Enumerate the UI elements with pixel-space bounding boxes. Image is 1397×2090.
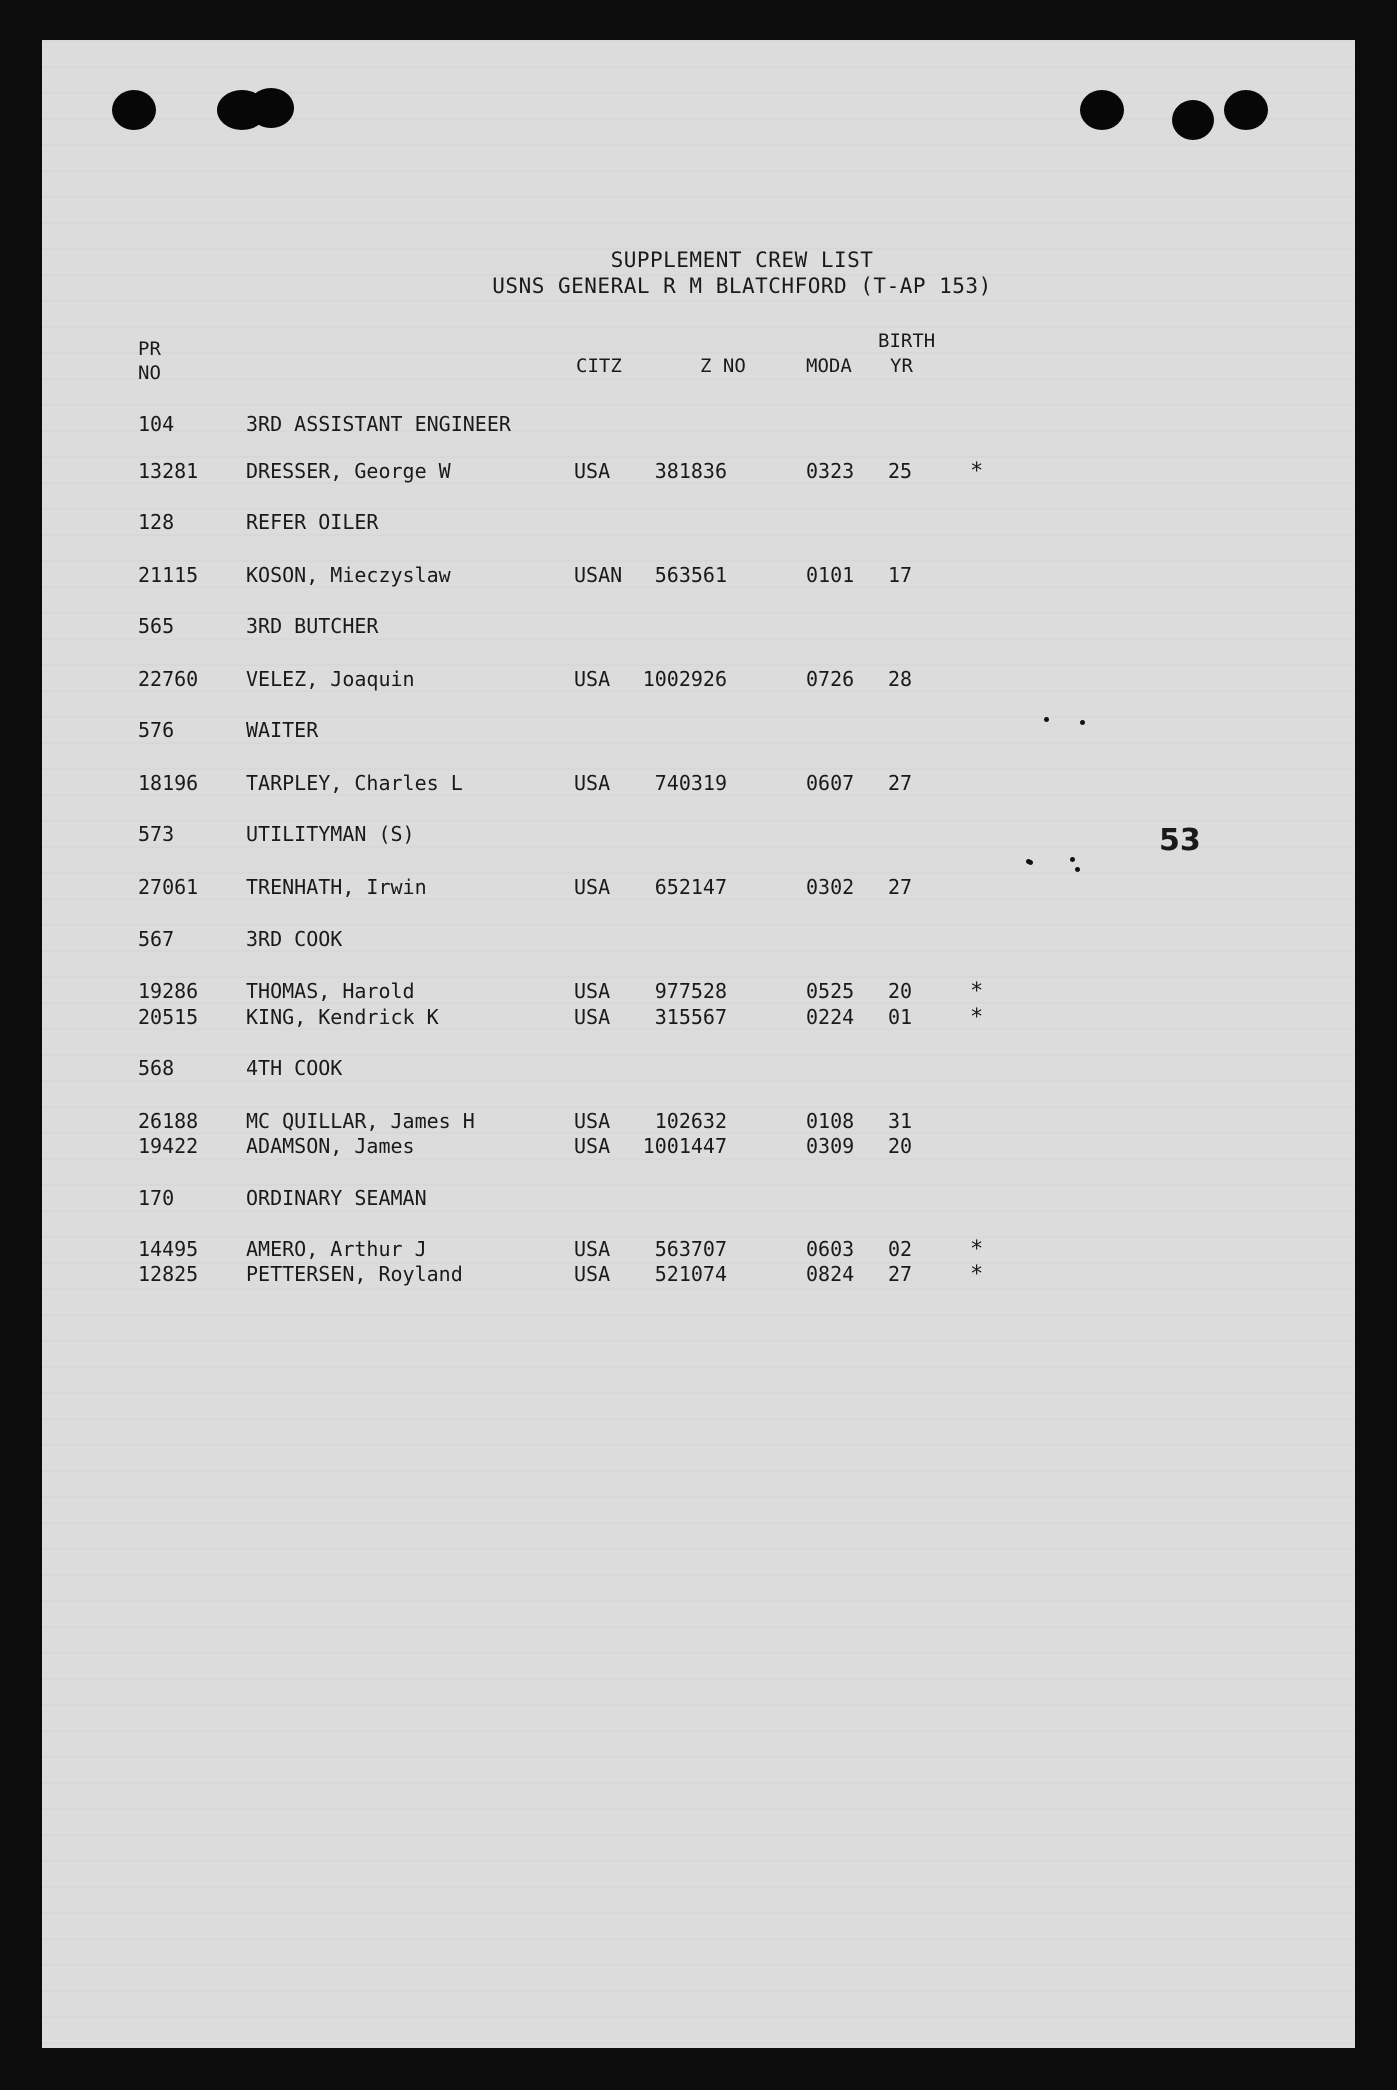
z-number: 740319	[654, 771, 727, 795]
citizenship: USA	[574, 979, 611, 1003]
crew-name: TRENHATH, Irwin	[246, 875, 427, 899]
header-zno: Z NO	[700, 355, 746, 377]
birth-yr: 20	[888, 1134, 913, 1158]
asterisk-mark: *	[970, 1237, 984, 1262]
z-number: 315567	[654, 1005, 727, 1029]
birth-yr: 31	[888, 1109, 913, 1133]
ink-speck	[1070, 857, 1075, 862]
birth-moda: 0726	[806, 667, 855, 691]
crew-name: ADAMSON, James	[246, 1134, 415, 1158]
pr-number: 22760	[138, 667, 199, 691]
citizenship: USA	[574, 1109, 611, 1133]
punch-hole	[112, 90, 156, 130]
crew-name: KOSON, Mieczyslaw	[246, 563, 451, 587]
document-page	[42, 40, 1355, 2048]
punch-hole	[248, 88, 294, 128]
z-number: 652147	[654, 875, 727, 899]
pr-number: 14495	[138, 1237, 199, 1261]
birth-yr: 02	[888, 1237, 913, 1261]
pr-number: 13281	[138, 459, 199, 483]
document-subtitle: USNS GENERAL R M BLATCHFORD (T-AP 153)	[492, 274, 992, 298]
table-row	[42, 979, 1355, 1005]
birth-moda: 0108	[806, 1109, 855, 1133]
birth-moda: 0309	[806, 1134, 855, 1158]
z-number: 1002926	[642, 667, 727, 691]
birth-yr: 27	[888, 875, 913, 899]
table-row	[42, 875, 1355, 901]
pr-number: 19422	[138, 1134, 199, 1158]
citizenship: USA	[574, 1134, 611, 1158]
crew-name: AMERO, Arthur J	[246, 1237, 427, 1261]
citizenship: USAN	[574, 563, 623, 587]
table-row	[42, 1262, 1355, 1288]
crew-name: MC QUILLAR, James H	[246, 1109, 475, 1133]
z-number: 381836	[654, 459, 727, 483]
pr-number: 576	[138, 718, 175, 742]
crew-name: REFER OILER	[246, 510, 379, 534]
z-number: 521074	[654, 1262, 727, 1286]
punch-hole	[1224, 90, 1268, 130]
asterisk-mark: *	[970, 1005, 984, 1030]
pr-number: 26188	[138, 1109, 199, 1133]
ink-speck	[1028, 860, 1033, 865]
crew-name: KING, Kendrick K	[246, 1005, 439, 1029]
citizenship: USA	[574, 667, 611, 691]
citizenship: USA	[574, 1237, 611, 1261]
pr-number: 21115	[138, 563, 199, 587]
table-row	[42, 412, 1355, 438]
table-row	[42, 927, 1355, 953]
pr-number: 104	[138, 412, 175, 436]
table-row	[42, 614, 1355, 640]
crew-name: DRESSER, George W	[246, 459, 451, 483]
crew-name: WAITER	[246, 718, 319, 742]
crew-name: VELEZ, Joaquin	[246, 667, 415, 691]
citizenship: USA	[574, 771, 611, 795]
table-row	[42, 563, 1355, 589]
pr-number: 170	[138, 1186, 175, 1210]
ink-speck	[1075, 867, 1080, 872]
birth-yr: 25	[888, 459, 913, 483]
header-yr: YR	[890, 355, 913, 377]
table-row	[42, 1237, 1355, 1263]
header-moda: MODA	[806, 355, 852, 377]
citizenship: USA	[574, 459, 611, 483]
table-row	[42, 510, 1355, 536]
crew-name: UTILITYMAN (S)	[246, 822, 415, 846]
z-number: 563561	[654, 563, 727, 587]
pr-number: 18196	[138, 771, 199, 795]
pr-number: 567	[138, 927, 175, 951]
table-row	[42, 1186, 1355, 1212]
asterisk-mark: *	[970, 979, 984, 1004]
birth-moda: 0525	[806, 979, 855, 1003]
document-title: SUPPLEMENT CREW LIST	[610, 248, 874, 272]
asterisk-mark: *	[970, 1262, 984, 1287]
header-citz: CITZ	[576, 355, 622, 377]
birth-yr: 27	[888, 1262, 913, 1286]
z-number: 1001447	[642, 1134, 727, 1158]
crew-name: 3RD ASSISTANT ENGINEER	[246, 412, 511, 436]
z-number: 563707	[654, 1237, 727, 1261]
crew-name: 3RD BUTCHER	[246, 614, 379, 638]
birth-moda: 0101	[806, 563, 855, 587]
citizenship: USA	[574, 1005, 611, 1029]
table-row	[42, 718, 1355, 744]
z-number: 977528	[654, 979, 727, 1003]
birth-yr: 28	[888, 667, 913, 691]
punch-hole	[1172, 100, 1214, 140]
birth-moda: 0323	[806, 459, 855, 483]
birth-moda: 0224	[806, 1005, 855, 1029]
crew-name: 4TH COOK	[246, 1056, 343, 1080]
pr-number: 20515	[138, 1005, 199, 1029]
pr-number: 573	[138, 822, 175, 846]
crew-name: ORDINARY SEAMAN	[246, 1186, 427, 1210]
asterisk-mark: *	[970, 459, 984, 484]
punch-hole	[1080, 90, 1124, 130]
pr-number: 27061	[138, 875, 199, 899]
z-number: 102632	[654, 1109, 727, 1133]
table-row	[42, 771, 1355, 797]
birth-moda: 0607	[806, 771, 855, 795]
header-pr: PR	[138, 338, 161, 360]
table-row	[42, 1134, 1355, 1160]
pr-number: 12825	[138, 1262, 199, 1286]
citizenship: USA	[574, 1262, 611, 1286]
pr-number: 128	[138, 510, 175, 534]
birth-yr: 01	[888, 1005, 913, 1029]
header-no: NO	[138, 362, 161, 384]
birth-yr: 17	[888, 563, 913, 587]
table-row	[42, 1056, 1355, 1082]
page-number: 53	[1159, 823, 1201, 858]
birth-yr: 27	[888, 771, 913, 795]
pr-number: 565	[138, 614, 175, 638]
table-row	[42, 1109, 1355, 1135]
pr-number: 568	[138, 1056, 175, 1080]
crew-name: PETTERSEN, Royland	[246, 1262, 463, 1286]
header-birth: BIRTH	[878, 330, 936, 352]
table-row	[42, 459, 1355, 485]
table-row	[42, 667, 1355, 693]
birth-moda: 0824	[806, 1262, 855, 1286]
pr-number: 19286	[138, 979, 199, 1003]
birth-moda: 0603	[806, 1237, 855, 1261]
birth-yr: 20	[888, 979, 913, 1003]
citizenship: USA	[574, 875, 611, 899]
crew-name: THOMAS, Harold	[246, 979, 415, 1003]
birth-moda: 0302	[806, 875, 855, 899]
table-row	[42, 1005, 1355, 1031]
crew-name: 3RD COOK	[246, 927, 343, 951]
crew-name: TARPLEY, Charles L	[246, 771, 463, 795]
